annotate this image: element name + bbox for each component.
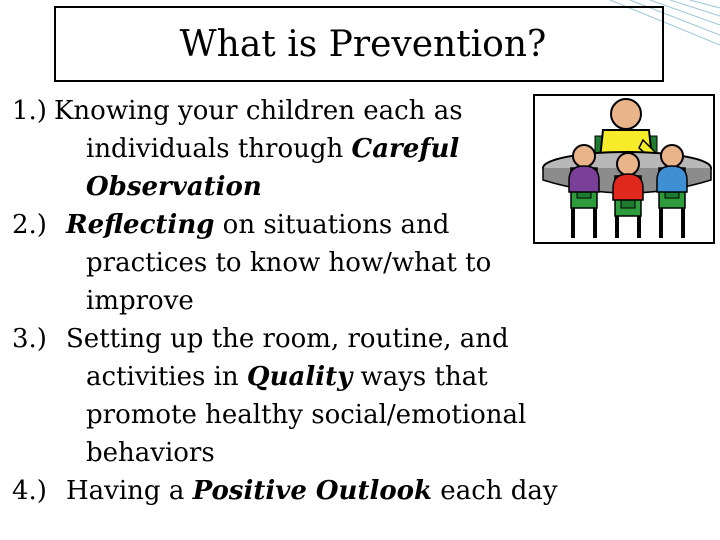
- item-line: [86, 434, 712, 472]
- child-head: [573, 145, 595, 167]
- item-line: [86, 244, 712, 282]
- item-text: on situations and: [214, 210, 450, 240]
- chair-leg: [615, 216, 619, 238]
- emphasis-text: Careful: [351, 134, 460, 164]
- item-line: [86, 358, 712, 396]
- classroom-illustration: [535, 96, 713, 242]
- item-text: practices to know how/what to: [86, 248, 492, 278]
- child-body: [569, 166, 599, 192]
- slide-title: What is Prevention?: [179, 23, 547, 65]
- chair-leg: [571, 208, 575, 238]
- child-head: [661, 145, 683, 167]
- item-text: behaviors: [86, 438, 215, 468]
- chair-leg: [637, 216, 641, 238]
- item-text: Knowing your children each as: [54, 96, 463, 126]
- emphasis-text: Observation: [86, 172, 262, 202]
- list-item: [12, 472, 712, 510]
- item-text: promote healthy social/emotional: [86, 400, 527, 430]
- chair-leg: [593, 208, 597, 238]
- teacher-with-children-at-table-icon: [533, 94, 715, 244]
- emphasis-text: Quality: [246, 362, 353, 392]
- item-text: improve: [86, 286, 194, 316]
- item-number: 3.): [12, 324, 47, 354]
- chair-leg: [681, 208, 685, 238]
- item-text: each day: [432, 476, 558, 506]
- child-body: [613, 174, 643, 200]
- item-text: Setting up the room, routine, and: [66, 324, 509, 354]
- item-text: ways that: [352, 362, 488, 392]
- emphasis-text: Positive Outlook: [192, 476, 433, 506]
- chair-leg: [659, 208, 663, 238]
- item-number: 2.): [12, 210, 47, 240]
- item-text: Having a: [66, 476, 193, 506]
- teacher-head: [611, 99, 641, 129]
- item-text: activities in: [86, 362, 247, 392]
- item-line: [66, 320, 712, 358]
- emphasis-text: Reflecting: [66, 210, 215, 240]
- slide-title-box: [54, 6, 664, 82]
- item-number: 4.): [12, 476, 47, 506]
- item-line: [86, 282, 712, 320]
- item-number: 1.): [12, 96, 47, 126]
- child-body: [657, 166, 687, 192]
- list-item: [12, 320, 712, 472]
- child-head: [617, 153, 639, 175]
- item-line: [66, 472, 712, 510]
- item-line: [86, 396, 712, 434]
- item-text: individuals through: [86, 134, 352, 164]
